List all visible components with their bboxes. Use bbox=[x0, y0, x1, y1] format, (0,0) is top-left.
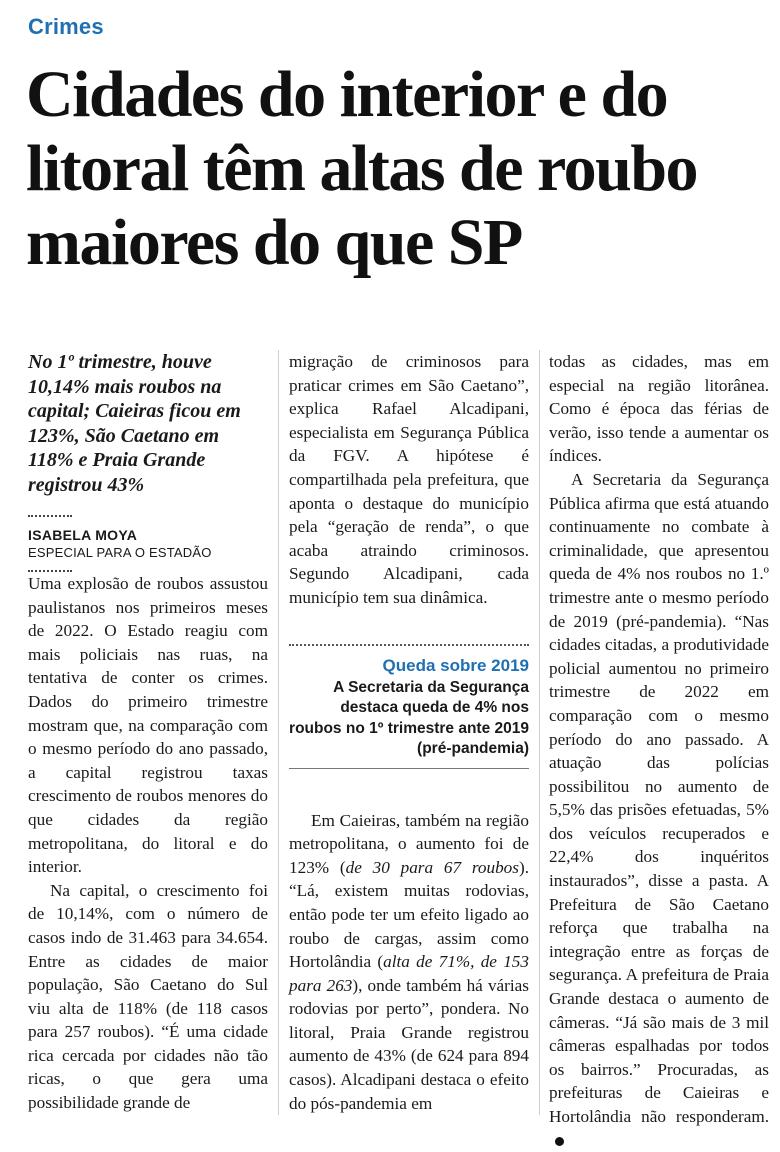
byline-divider bbox=[28, 515, 72, 517]
article-column-1 bbox=[28, 350, 268, 1115]
box-bottom-rule bbox=[289, 768, 529, 769]
box-summary: A Secretaria da Segurança destaca queda de 4% nos roubos no 1º trimestre ante 2019 (pré-pandemia) bbox=[289, 678, 529, 758]
section-label: Crimes bbox=[28, 14, 104, 39]
article-column-2 bbox=[289, 350, 529, 1115]
italic-run: de 30 para 67 roubos bbox=[345, 857, 519, 877]
italic-run: alta de 71%, de 153 para 263 bbox=[289, 952, 529, 995]
text-run: A Secretaria da Segurança Pública afirma que está atuando continuamente no combate à criminalidade, que apresentou queda de 4% nos roubos no 1.º trimestre ante o mesmo período de 2019 (pré-pandemia). “Nas cidades citadas, a produtividade policial aumentou no primeiro trimestre de 2022 em comparação com o mesmo período do ano passado. A atuação das polícias possibilitou no aumento de 5,5% das prisões efetuadas, 5% dos veículos recuperados e 22,4% dos inquéritos instaurados”, disse a pasta. A Prefeitura de São Caetano reforça que trabalha na integração entre as forças de segurança. A prefeitura de Praia Grande destaca o aumento de câmeras. “Já são mais de 3 mil câmeras espalhadas por todos os bairros.” Procuradas, as prefeituras de Caieiras e Hortolândia não responderam. bbox=[549, 469, 769, 1126]
column-divider bbox=[539, 350, 540, 1115]
author-name: ISABELA MOYA bbox=[28, 527, 138, 543]
column-divider bbox=[278, 350, 279, 1115]
text-run: Em Caieiras, também na região metropolitana, o aumento foi de 123% ( bbox=[289, 810, 529, 877]
paragraph: Na capital, o crescimento foi de 10,14%, com o número de casos indo de 31.463 para 34.654. Entre as cidades de maior população, São Caetano do Sul viu alta de 118% (de 118 casos para 257 roubos). “É uma cidade rica cercada por cidades não tão ricas, o que gera uma possibilidade grande de bbox=[28, 880, 268, 1113]
text-run: ), onde também há várias rodovias por perto”, pondera. No litoral, Praia Grande registrou aumento de 43% (de 624 para 894 casos). Alcadipani destaca o efeito do pós-pandemia em bbox=[289, 975, 529, 1113]
article-deck: No 1º trimestre, houve 10,14% mais roubos na capital; Caieiras ficou em 123%, São Caetano em 118% e Praia Grande registrou 43% bbox=[28, 351, 241, 496]
box-divider bbox=[289, 644, 529, 646]
paragraph: migração de criminosos para praticar crimes em São Caetano”, explica Rafael Alcadipani, especialista em Segurança Pública da FGV. A hipótese é compartilhada pela prefeitura, que aponta o destaque do município pela “geração de renda”, o que acaba atraindo criminosos. Segundo Alcadipani, cada município tem sua dinâmica. bbox=[289, 352, 529, 607]
box-title: Queda sobre 2019 bbox=[382, 655, 529, 675]
headline-line-2: litoral têm altas de roubo bbox=[26, 132, 698, 205]
headline bbox=[26, 58, 766, 280]
headline-line-1: Cidades do interior e do bbox=[26, 58, 668, 131]
paragraph: Uma explosão de roubos assustou paulistanos nos primeiros meses de 2022. O Estado reagiu com mais policiais nas ruas, na tentativa de conter os crimes. Dados do primeiro trimestre mostram que, na comparação com o mesmo período do ano passado, a capital registrou taxas crescimento de roubos menores do que cidades da região metropolitana, do litoral e do interior. bbox=[28, 574, 268, 877]
author-credit: ESPECIAL PARA O ESTADÃO bbox=[28, 545, 212, 560]
headline-line-3: maiores do que SP bbox=[26, 206, 522, 279]
text-run: ). “Lá, existem muitas rodovias, então pode ter um efeito ligado ao roubo de cargas, assim como Hortolândia ( bbox=[289, 857, 530, 972]
paragraph bbox=[289, 809, 529, 1116]
article-column-3 bbox=[549, 350, 769, 1152]
paragraph bbox=[549, 468, 769, 1152]
end-mark-icon bbox=[555, 1137, 564, 1146]
paragraph: todas as cidades, mas em especial na região litorânea. Como é época das férias de verão, isso tende a aumentar os índices. bbox=[549, 352, 769, 466]
